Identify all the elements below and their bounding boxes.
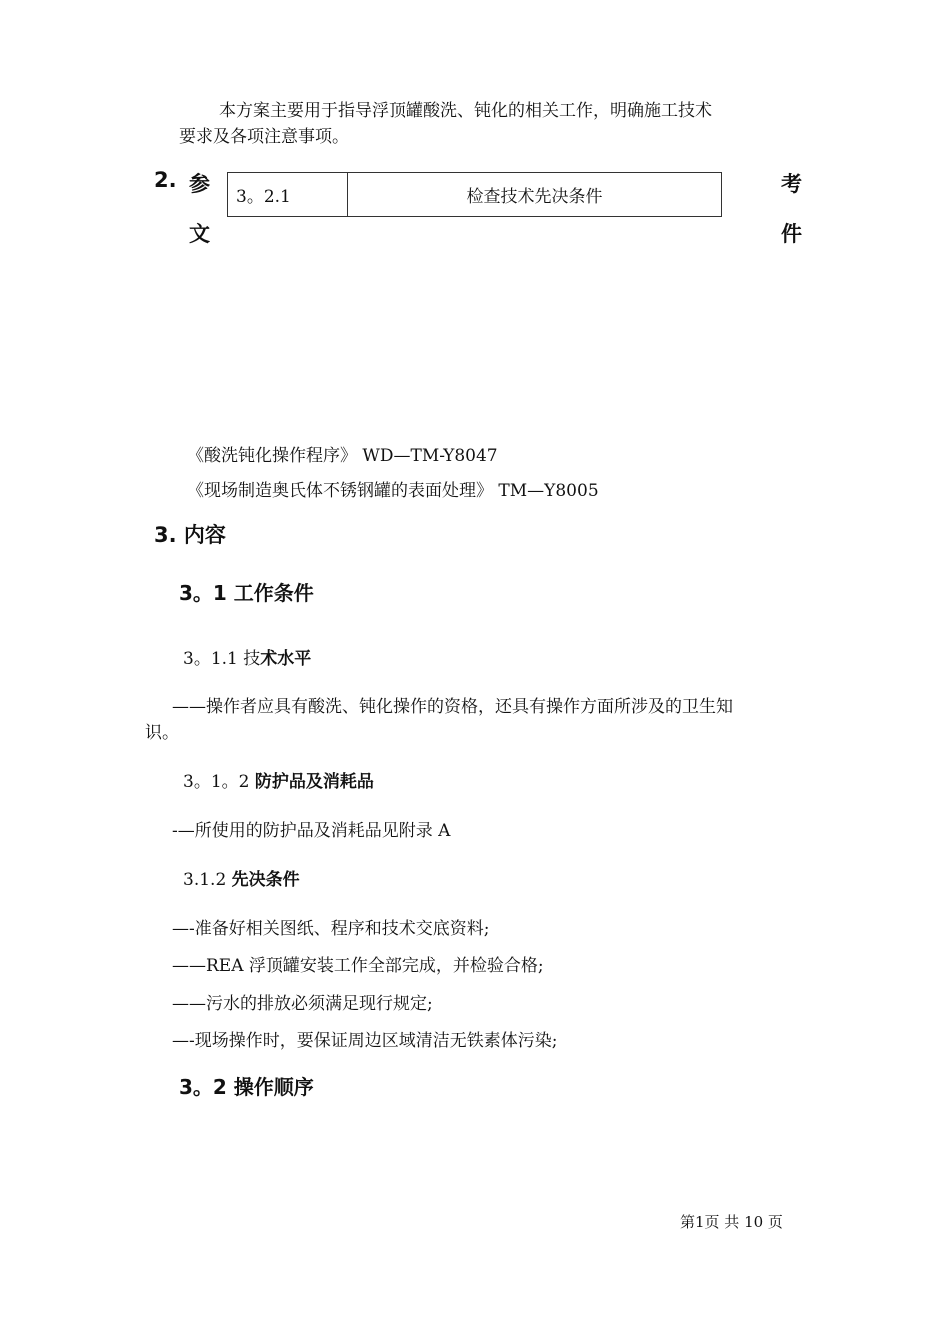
table-row <box>228 173 722 217</box>
item-3-1-2-title: 防护品及消耗品 <box>254 772 374 792</box>
item-3-1-2-text: -—所使用的防护品及消耗品见附录 A <box>172 821 451 841</box>
reference-table <box>227 172 722 217</box>
item-prereq-number: 3.1.2 <box>183 870 232 890</box>
section-2-number: 2. <box>154 168 177 192</box>
item-3-1-1-number: 3。1.1 技 <box>183 649 261 669</box>
item-3-1-2-number: 3。1。2 <box>183 772 255 792</box>
item-3-1-1-text-2: 识。 <box>145 723 179 743</box>
prereq-line-4: —-现场操作时，要保证周边区域清洁无铁素体污染; <box>172 1031 558 1051</box>
item-3-1-1-title: 术水平 <box>260 649 312 669</box>
item-3-1-1-text-1: ——操作者应具有酸洗、钝化操作的资格，还具有操作方面所涉及的卫生知 <box>172 697 733 717</box>
section-2-char-can: 参 <box>189 172 210 196</box>
prereq-line-1: —-准备好相关图纸、程序和技术交底资料; <box>172 919 490 939</box>
reference-item-2: 《现场制造奥氏体不锈钢罐的表面处理》 TM—Y8005 <box>187 481 599 501</box>
subsection-3-2-title: 3。2 操作顺序 <box>179 1075 314 1099</box>
section-2-char-kao: 考 <box>781 172 802 196</box>
page-number-footer: 第1页 共 10 页 <box>680 1213 783 1231</box>
subsection-3-1-title: 3。1 工作条件 <box>179 581 314 605</box>
item-prereq-heading <box>183 865 300 890</box>
item-3-1-2-heading <box>183 767 374 792</box>
prereq-line-2: ——REA 浮顶罐安装工作全部完成，并检验合格; <box>172 956 544 976</box>
prereq-line-3: ——污水的排放必须满足现行规定; <box>172 994 433 1014</box>
item-3-1-1-heading <box>183 644 311 669</box>
reference-item-1: 《酸洗钝化操作程序》 WD—TM-Y8047 <box>187 446 498 466</box>
intro-line-1: 本方案主要用于指导浮顶罐酸洗、钝化的相关工作，明确施工技术 <box>219 101 712 121</box>
table-cell-number: 3。2.1 <box>228 173 348 217</box>
intro-line-2: 要求及各项注意事项。 <box>179 127 349 147</box>
section-2-char-wen: 文 <box>189 222 210 246</box>
section-3-title: 3. 内容 <box>154 523 226 547</box>
section-2-char-jian: 件 <box>781 222 802 246</box>
table-cell-text: 检查技术先决条件 <box>348 173 722 217</box>
item-prereq-title: 先决条件 <box>231 870 300 890</box>
